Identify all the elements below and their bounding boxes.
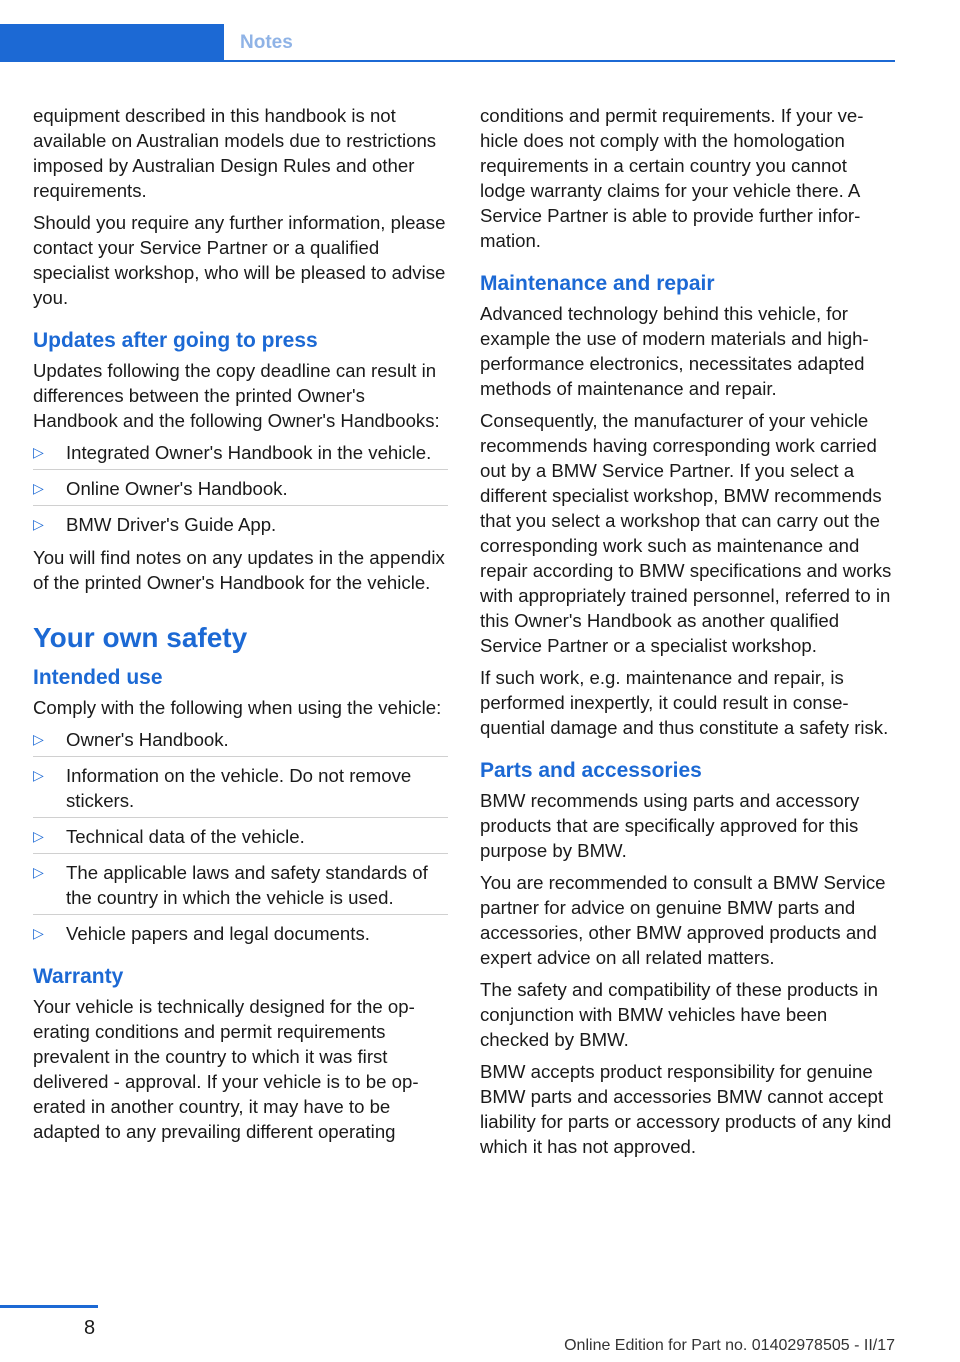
paragraph: Comply with the following when using the vehicle: — [33, 697, 442, 718]
header-accent-bar — [0, 24, 224, 62]
triangle-right-icon: ▷ — [33, 444, 44, 460]
list-item: ▷ The applicable laws and safety standards of the country in which the vehicle is used. — [33, 853, 448, 910]
paragraph: Your vehicle is technically designed for the operating conditions and permit requirements prevalent in the country to which it was first delivered - approval. If your vehicle is to be operated in another country, it may have to be adapted to any prevailing different operating — [33, 996, 419, 1142]
heading-maintenance-repair: Maintenance and repair — [480, 272, 715, 295]
paragraph: Consequently, the manufacturer of your vehicle recommends having corresponding work carried out by a BMW Service Partner. If you select a different specialist workshop, BMW recommends that you select a workshop that can carry out the corresponding work such as maintenance and repair according to BMW specifications and works with appropriately trained personnel, referred to in this Owner's Handbook as another qualified Service Partner or a specialist workshop. — [480, 410, 892, 656]
paragraph: If such work, e.g. maintenance and repair, is performed inexpertly, it could result in consequential damage and thus constitute a safety risk. — [480, 667, 889, 738]
triangle-right-icon: ▷ — [33, 767, 44, 783]
triangle-right-icon: ▷ — [33, 864, 44, 880]
list-item: ▷ BMW Driver's Guide App. — [33, 505, 448, 537]
heading-intended-use: Intended use — [33, 666, 163, 689]
intended-use-list — [33, 727, 448, 946]
header-rule — [224, 60, 895, 62]
paragraph: BMW accepts product responsibility for genuine BMW parts and accessories BMW cannot accept liability for parts or accessory products of any kind which it has not approved. — [480, 1061, 892, 1157]
heading-parts-accessories: Parts and accessories — [480, 759, 702, 782]
updates-list — [33, 440, 448, 537]
section-title: Notes — [240, 32, 293, 53]
paragraph: Advanced technology behind this vehicle, for example the use of modern materials and high-performance electronics, necessitates adapted methods of maintenance and repair. — [480, 303, 869, 399]
paragraph: You are recommended to consult a BMW Service partner for advice on genuine BMW parts and accessories, other BMW approved products and expert advice on all related matters. — [480, 872, 886, 968]
heading-updates: Updates after going to press — [33, 329, 318, 352]
list-item: ▷ Owner's Handbook. — [33, 729, 229, 750]
paragraph: The safety and compatibility of these products in conjunction with BMW vehicles have been checked by BMW. — [480, 979, 878, 1050]
list-item: ▷ Vehicle papers and legal documents. — [33, 914, 448, 946]
right-column — [480, 103, 895, 1166]
edition-text: Online Edition for Part no. 01402978505 - II/17 — [564, 1337, 895, 1354]
triangle-right-icon: ▷ — [33, 731, 44, 747]
list-item: ▷ Technical data of the vehicle. — [33, 817, 448, 849]
page-number: 8 — [84, 1317, 96, 1339]
list-item: ▷ Online Owner's Handbook. — [33, 469, 448, 501]
triangle-right-icon: ▷ — [33, 480, 44, 496]
paragraph: equipment described in this handbook is not available on Australian models due to restrictions imposed by Australian Design Rules and other requirements. — [33, 105, 437, 201]
paragraph: conditions and permit requirements. If your vehicle does not comply with the homologation requirements in a certain country you cannot lodge warranty claims for your vehicle there. A Service Partner is able to provide further information. — [480, 105, 864, 251]
heading-warranty: Warranty — [33, 965, 124, 988]
triangle-right-icon: ▷ — [33, 925, 44, 941]
paragraph: BMW recommends using parts and accessory products that are specifically approved for this purpose by BMW. — [480, 790, 860, 861]
heading-your-own-safety: Your own safety — [33, 622, 248, 653]
list-item: ▷ Integrated Owner's Handbook in the vehicle. — [33, 442, 432, 463]
list-item: ▷ Information on the vehicle. Do not remove stickers. — [33, 756, 448, 813]
paragraph: Should you require any further information, please contact your Service Partner or a qualified specialist workshop, who will be pleased to advise you. — [33, 212, 446, 308]
paragraph: Updates following the copy deadline can result in differences between the printed Owner's Handbook and the following Owner's Handbooks: — [33, 360, 440, 431]
triangle-right-icon: ▷ — [33, 516, 44, 532]
left-column — [33, 103, 448, 1151]
triangle-right-icon: ▷ — [33, 828, 44, 844]
paragraph: You will find notes on any updates in the appendix of the printed Owner's Handbook for the vehicle. — [33, 547, 445, 593]
footer-rule — [0, 1305, 98, 1308]
